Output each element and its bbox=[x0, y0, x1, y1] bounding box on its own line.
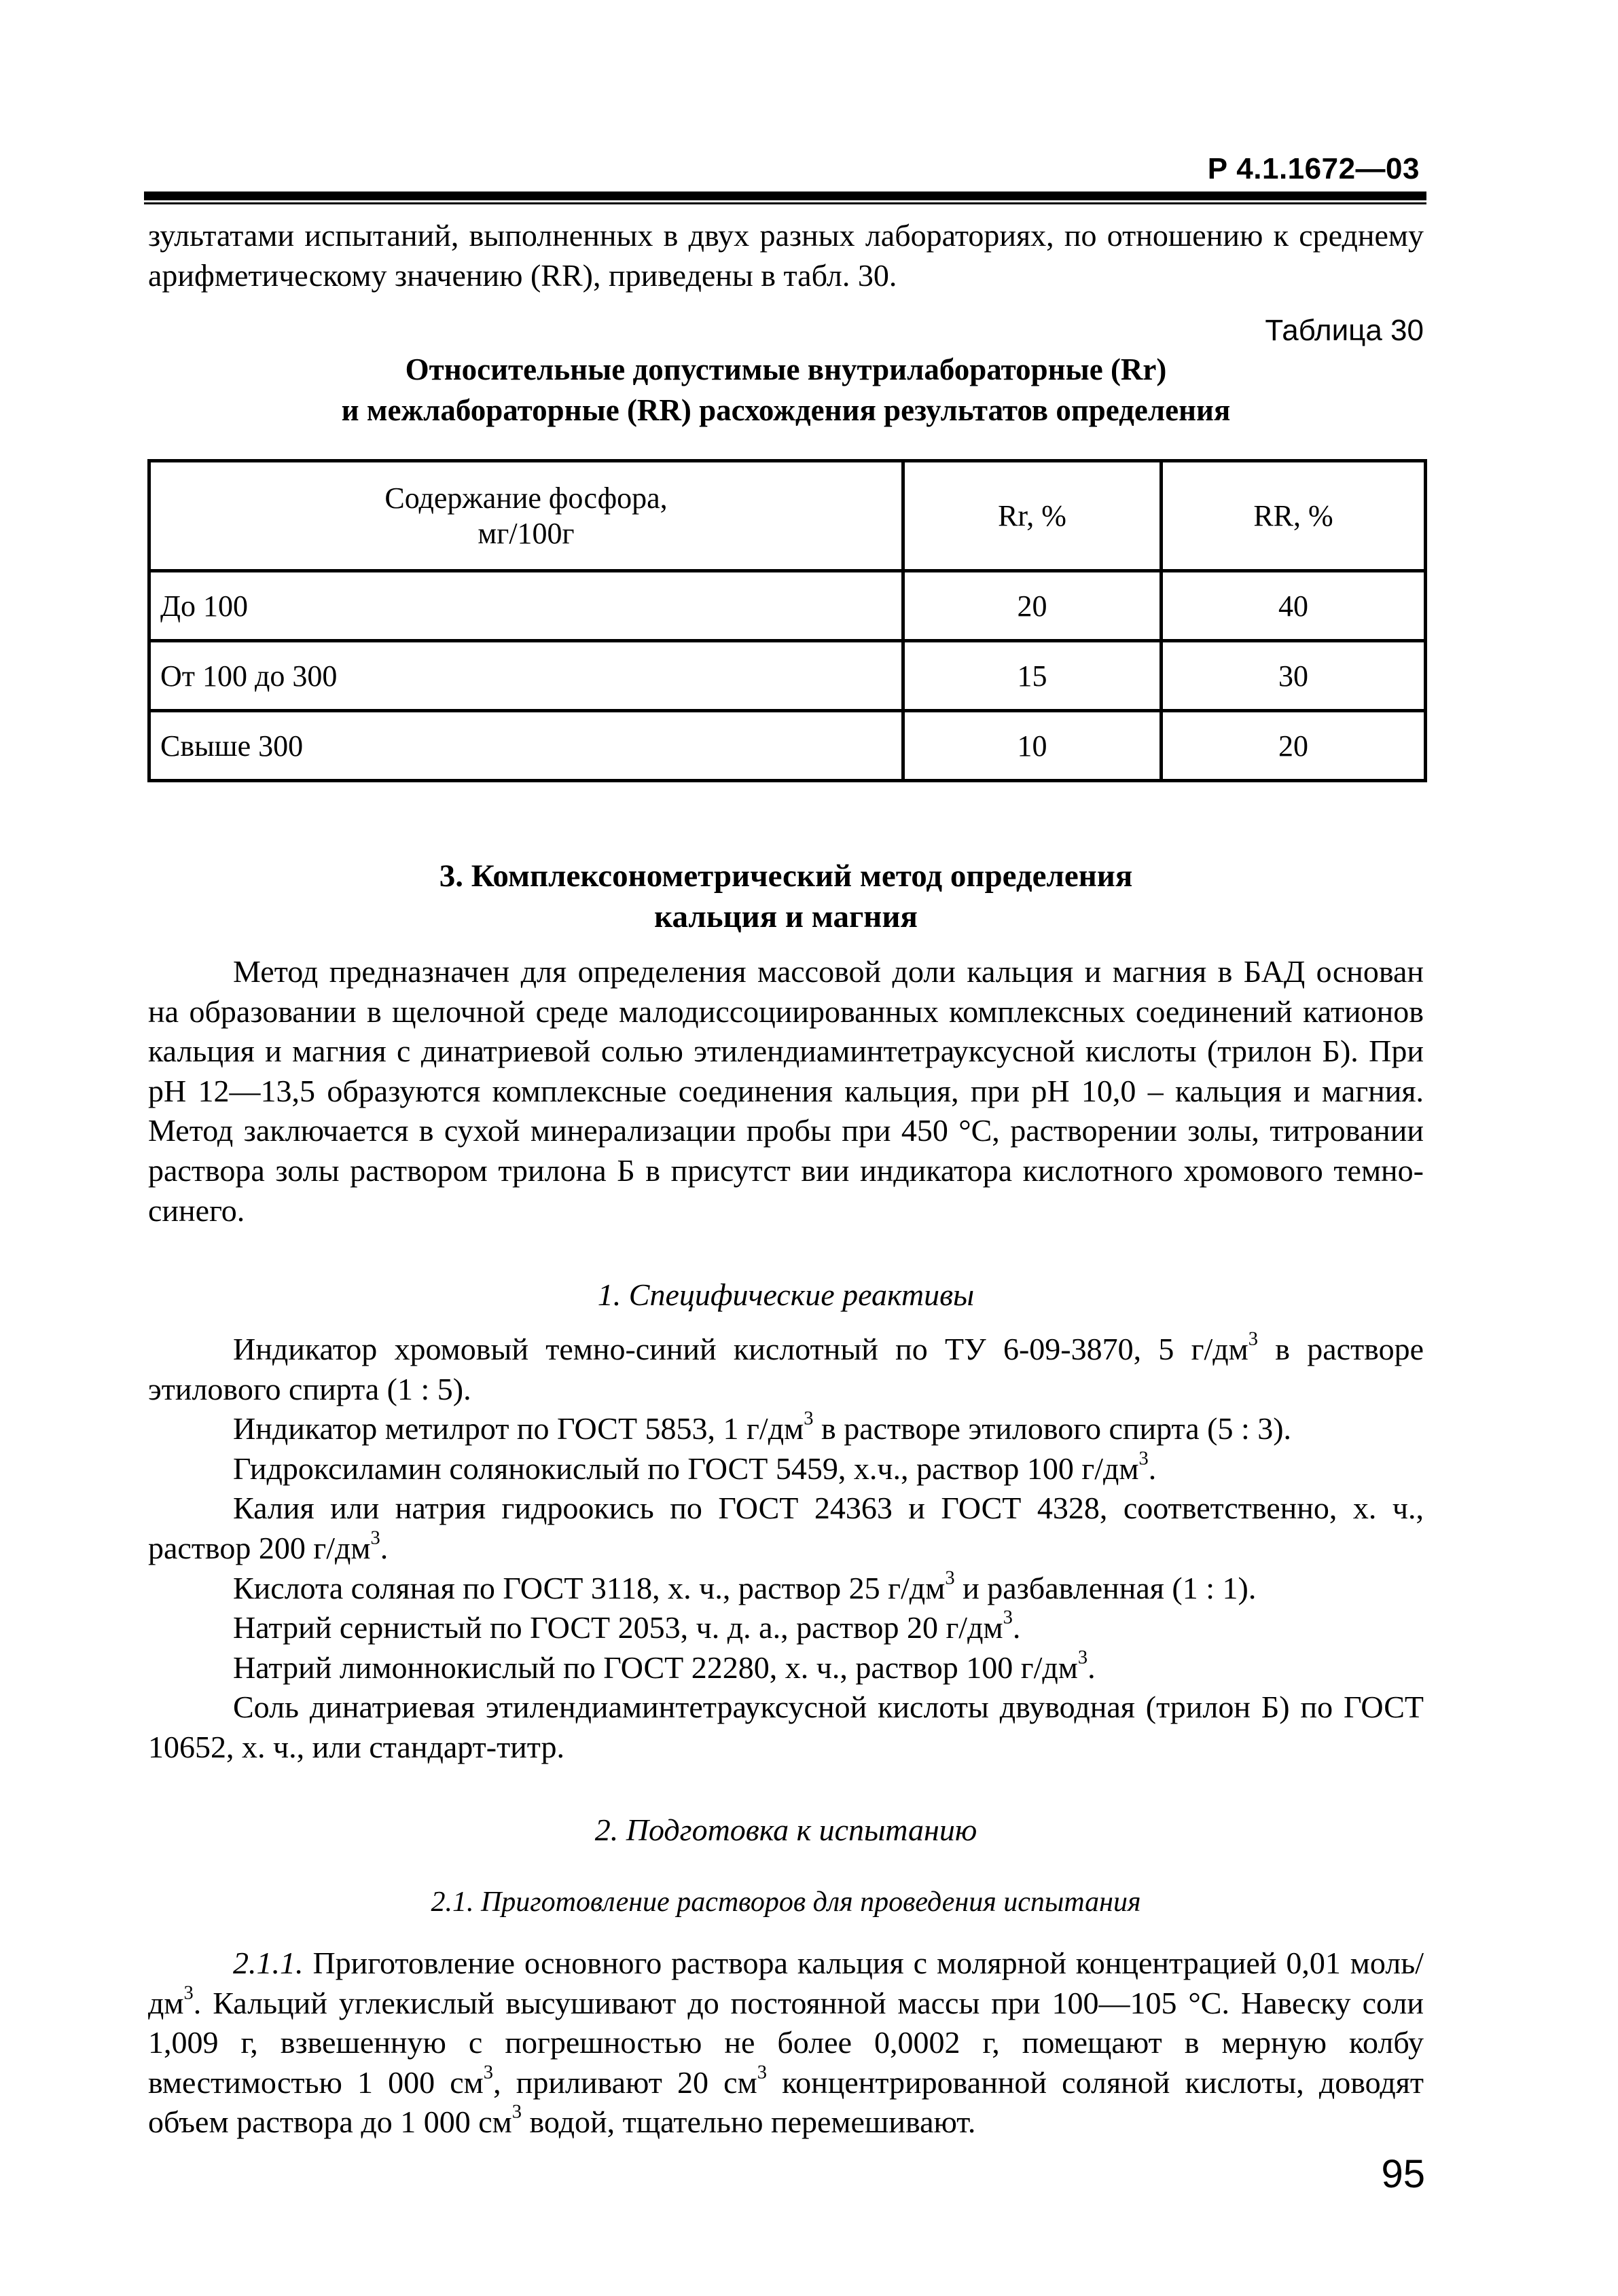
header-rule bbox=[144, 192, 1426, 204]
reagent-item: Индикатор метилрот по ГОСТ 5853, 1 $г/дм^3$ в растворе этилового спирта (5 : 3). bbox=[233, 1408, 1292, 1446]
subsection-subtitle: 2.1. Приготовление растворов для проведения испытания bbox=[431, 1887, 1141, 1918]
cell-rr-inter: 40 bbox=[1162, 571, 1426, 641]
reagents-list bbox=[148, 1330, 1424, 1768]
cell-content: От 100 до 300 bbox=[149, 641, 903, 711]
reagent-item: Гидроксиламин солянокислый по ГОСТ 5459, х.ч., раствор 100 $г/дм^3$. bbox=[233, 1448, 1157, 1486]
cell-rr-intra: 20 bbox=[903, 571, 1162, 641]
paragraph-number: 2.1.1. bbox=[233, 1946, 304, 1980]
table-row bbox=[149, 711, 1426, 781]
table-row bbox=[149, 571, 1426, 641]
header-rr-inter: RR, % bbox=[1162, 461, 1426, 571]
section-title: 3. Комплексонометрический метод определения кальция и магния bbox=[439, 858, 1133, 934]
cell-rr-intra: 10 bbox=[903, 711, 1162, 781]
reagent-item: Натрий лимоннокислый по ГОСТ 22280, х. ч., раствор 100 $г/дм^3$. bbox=[233, 1647, 1096, 1685]
page-number: 95 bbox=[1381, 2152, 1425, 2196]
subsection-title-preparation: 2. Подготовка к испытанию bbox=[594, 1812, 977, 1847]
header-rr-intra: Rr, % bbox=[903, 461, 1162, 571]
intro-paragraph: зультатами испытаний, выполненных в двух разных лабораториях, по отношению к среднему арифметическому значению (RR), приведены в табл. 30. bbox=[148, 218, 1424, 293]
table-header-row bbox=[149, 461, 1426, 571]
reagent-item: Индикатор хромовый темно-синий кислотный по ТУ 6-09-3870, 5 $г/дм^3$ в растворе этилового спирта (1 : 5). bbox=[148, 1328, 1424, 1406]
reagent-item: Натрий сернистый по ГОСТ 2053, ч. д. а., раствор 20 $г/дм^3$. bbox=[233, 1607, 1021, 1645]
cell-content: Свыше 300 bbox=[149, 711, 903, 781]
table-title: Относительные допустимые внутрилабораторные (Rr) и межлабораторные (RR) расхождения результатов определения bbox=[341, 352, 1231, 427]
document-code: Р 4.1.1672—03 bbox=[1207, 152, 1420, 185]
method-paragraph: Метод предназначен для определения массовой доли кальция и магния в БАД основан на образовании в щелочной среде малодиссоциированных комплексных соединений катионов кальция и магния с динатриевой солью этилендиаминтетрауксусной кислоты (трилон Б). При pH 12—13,5 образуются комплексные соединения кальция, при pH 10,0 – кальция и магния. Метод заключается в сухой минерализации пробы при 450 °С, растворении золы, титровании раствора золы раствором трилона Б в присутст вии индикатора кислотного хромового темно-синего. bbox=[148, 954, 1424, 1228]
cell-content: До 100 bbox=[149, 571, 903, 641]
table-row bbox=[149, 641, 1426, 711]
reagent-item: Калия или натрия гидроокись по ГОСТ 24363 и ГОСТ 4328, соответственно, х. ч., раствор 200 $г/дм^3$. bbox=[148, 1491, 1424, 1565]
cell-rr-inter: 20 bbox=[1162, 711, 1426, 781]
preparation-paragraph: 2.1.1. Приготовление основного раствора кальция с молярной концентрацией 0,01 моль/$дм^3$. Кальций углекислый высушивают до постоянной массы при 100—105 °С. Навеску соли 1,009 г, взвешенную с погрешностью не более 0,0002 г, помещают в мерную колбу вместимостью 1 000 $см^3$, приливают 20 $см^3$ концентрированной соляной кислоты, доводят объем раствора до 1 000 $см^3$ водой, тщательно перемешивают. bbox=[148, 1946, 1424, 2140]
reagent-item: Соль динатриевая этилендиаминтетрауксусной кислоты двуводная (трилон Б) по ГОСТ 10652, х. ч., или стандарт-титр. bbox=[148, 1690, 1424, 1764]
subsection-title-reagents: 1. Специфические реактивы bbox=[597, 1277, 975, 1312]
cell-rr-inter: 30 bbox=[1162, 641, 1426, 711]
table-label: Таблица 30 bbox=[1265, 314, 1424, 347]
phosphorus-table bbox=[147, 459, 1427, 782]
header-content: Содержание фосфора, мг/100г bbox=[149, 461, 903, 571]
reagent-item: Кислота соляная по ГОСТ 3118, х. ч., раствор 25 $г/дм^3$ и разбавленная (1 : 1). bbox=[233, 1567, 1257, 1605]
cell-rr-intra: 15 bbox=[903, 641, 1162, 711]
